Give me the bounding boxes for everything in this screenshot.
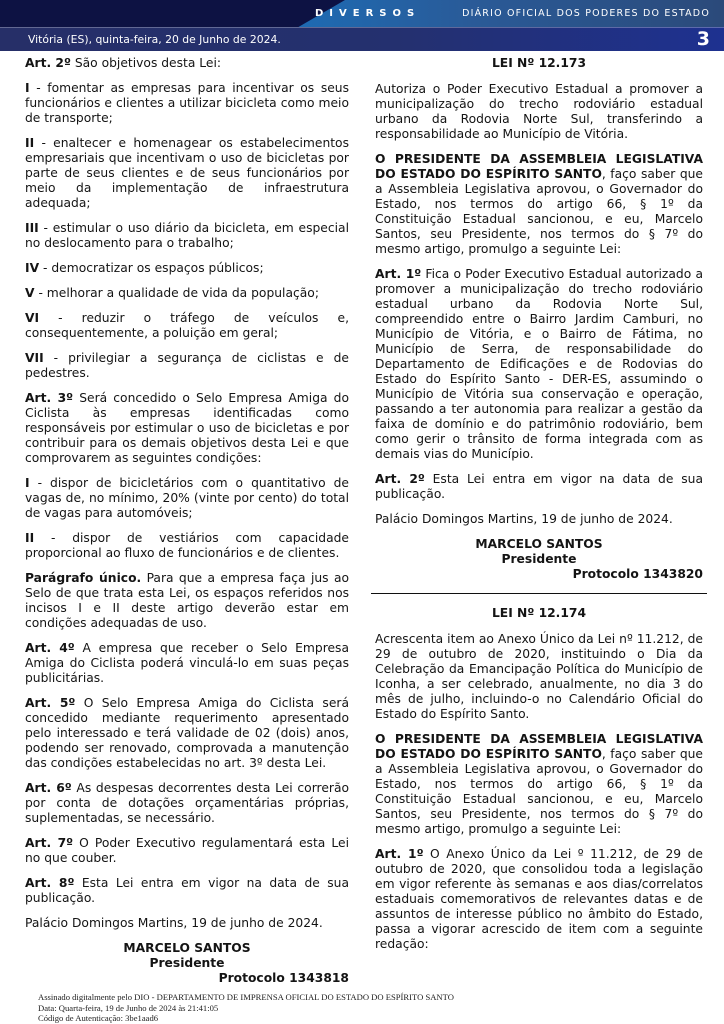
- law-title: LEI Nº 12.173: [491, 56, 587, 70]
- masthead-band: [0, 0, 724, 27]
- paragraph: VII - privilegiar a segurança de ciclistas e de pedestres.: [25, 351, 349, 380]
- paragraph: Art. 4º A empresa que receber o Selo Empresa Amiga do Ciclista poderá vinculá-lo em suas peças publicitárias.: [25, 641, 349, 685]
- page-number: 3: [696, 27, 710, 50]
- digital-signature-footer: [38, 992, 454, 1024]
- paragraph: VI - reduzir o tráfego de veículos e, consequentemente, a poluição em geral;: [25, 311, 349, 340]
- paragraph: Palácio Domingos Martins, 19 de junho de 2024.: [375, 512, 673, 526]
- right-column: [375, 56, 703, 962]
- paragraph: Parágrafo único. Para que a empresa faça jus ao Selo de que trata esta Lei, os espaços referidos nos incisos I e II deste artigo deverão estar em condições adequadas de uso.: [25, 571, 349, 630]
- edition-band: [0, 27, 724, 51]
- section-divider: [371, 593, 707, 594]
- paragraph: I - dispor de bicicletários com o quantitativo de vagas de, no mínimo, 20% (vinte por cento) do total de vagas para automóveis;: [25, 476, 349, 520]
- paragraph: Art. 3º Será concedido o Selo Empresa Amiga do Ciclista às empresas identificadas como responsáveis por estimular o uso de bicicletas e por contribuir para os demais objetivos desta Lei e que comprovarem as seguintes condições:: [25, 391, 349, 465]
- paragraph: III - estimular o uso diário da bicicleta, em especial no deslocamento para o trabalho;: [25, 221, 349, 250]
- left-column: [25, 56, 349, 997]
- paragraph: II - dispor de vestiários com capacidade proporcional ao fluxo de funcionários e de clientes.: [25, 531, 349, 560]
- signature-line: MARCELO SANTOS: [475, 537, 603, 551]
- paragraph: Art. 2º São objetivos desta Lei:: [25, 56, 222, 70]
- section-label: DIVERSOS: [315, 8, 421, 19]
- paragraph: Palácio Domingos Martins, 19 de junho de 2024.: [25, 916, 323, 930]
- page-header: [0, 0, 724, 50]
- paragraph: Art. 1º Fica o Poder Executivo Estadual autorizado a promover a municipalização do trecho rodoviário estadual urbano da Rodovia Norte Sul, compreendido entre o Bairro Jardim Camburi, no Município de Vitória, e o Bairro de Fátima, no Município de Serra, de responsabilidade do Departamento de Edificações e de Rodovias do Estado do Espírito Santo - DER-ES, assumindo o Município de Vitória sua conservação e operação, passando a ter autonomia para realizar a gestão da faixa de domínio e do patrimônio rodoviário, bem como gerir o trânsito de forma integrada com as demais vias do Município.: [375, 267, 703, 461]
- protocol-number: Protocolo 1343820: [572, 567, 703, 581]
- paragraph: V - melhorar a qualidade de vida da população;: [25, 286, 319, 300]
- signature-line: Presidente: [149, 956, 225, 970]
- law-title: LEI Nº 12.174: [491, 606, 587, 620]
- paragraph: Art. 8º Esta Lei entra em vigor na data de sua publicação.: [25, 876, 350, 905]
- header-accent-wedge: [0, 0, 345, 27]
- paragraph: Art. 5º O Selo Empresa Amiga do Ciclista será concedido mediante requerimento apresentado pelo interessado e terá validade de 02 (dois) anos, podendo ser renovado, comprovada a manutenção das condições estabelecidas no art. 3º desta Lei.: [25, 696, 349, 770]
- paragraph: Autoriza o Poder Executivo Estadual a promover a municipalização do trecho rodoviário estadual urbano da Rodovia Norte Sul, transferindo a responsabilidade ao Município de Vitória.: [375, 82, 703, 141]
- signature-line: MARCELO SANTOS: [123, 941, 251, 955]
- paragraph: O PRESIDENTE DA ASSEMBLEIA LEGISLATIVA DO ESTADO DO ESPÍRITO SANTO, faço saber que a Assembleia Legislativa aprovou, o Governador do Estado, nos termos do artigo 66, § 1º da Constituição Estadual sancionou, e eu, Marcelo Santos, seu Presidente, nos termos do § 7º do mesmo artigo, promulgo a seguinte Lei:: [375, 152, 703, 256]
- paragraph: IV - democratizar os espaços públicos;: [25, 261, 264, 275]
- masthead-title: DIÁRIO OFICIAL DOS PODERES DO ESTADO: [462, 8, 710, 19]
- protocol-number: Protocolo 1343818: [218, 971, 349, 985]
- signature-line-2: Data: Quarta-feira, 19 de Junho de 2024 às 21:41:05: [38, 1002, 219, 1013]
- paragraph: Art. 7º O Poder Executivo regulamentará esta Lei no que couber.: [25, 836, 349, 865]
- signature-line-1: Assinado digitalmente pelo DIO - DEPARTAMENTO DE IMPRENSA OFICIAL DO ESTADO DO ESPÍRITO SANTO: [38, 992, 454, 1002]
- paragraph: Acrescenta item ao Anexo Único da Lei nº 11.212, de 29 de outubro de 2020, instituindo o Dia da Celebração da Emancipação Política do Município de Iconha, a ser celebrado, anualmente, no dia 3 do mês de julho, incluindo-o no Calendário Oficial do Estado do Espírito Santo.: [375, 632, 703, 721]
- edition-dateline: Vitória (ES), quinta-feira, 20 de Junho de 2024.: [28, 32, 281, 46]
- signature-line: Presidente: [501, 552, 577, 566]
- paragraph: I - fomentar as empresas para incentivar os seus funcionários e clientes a utilizar bicicleta como meio de transporte;: [25, 81, 349, 125]
- signature-line-3: Código de Autenticação: 3be1aad6: [38, 1013, 159, 1023]
- paragraph: Art. 1º O Anexo Único da Lei º 11.212, de 29 de outubro de 2020, que consolidou toda a legislação em vigor referente às semanas e aos dias/correlatos estaduais comemorativos de relevantes datas e de assuntos de interesse público no âmbito do Estado, passa a vigorar acrescido de item com a seguinte redação:: [375, 847, 703, 951]
- paragraph: Art. 2º Esta Lei entra em vigor na data de sua publicação.: [375, 472, 703, 501]
- paragraph: II - enaltecer e homenagear os estabelecimentos empresariais que incentivam o uso de bicicletas por parte de seus clientes e de seus funcionários por meio da implementação de infraestrutura adequada;: [25, 136, 349, 210]
- paragraph: Art. 6º As despesas decorrentes desta Lei correrão por conta de dotações orçamentárias próprias, suplementadas, se necessário.: [25, 781, 350, 825]
- paragraph: O PRESIDENTE DA ASSEMBLEIA LEGISLATIVA DO ESTADO DO ESPÍRITO SANTO, faço saber que a Assembleia Legislativa aprovou, o Governador do Estado, nos termos do artigo 66, § 1º da Constituição Estadual sancionou, e eu, Marcelo Santos, seu Presidente, nos termos do § 7º do mesmo artigo, promulgo a seguinte Lei:: [375, 732, 703, 836]
